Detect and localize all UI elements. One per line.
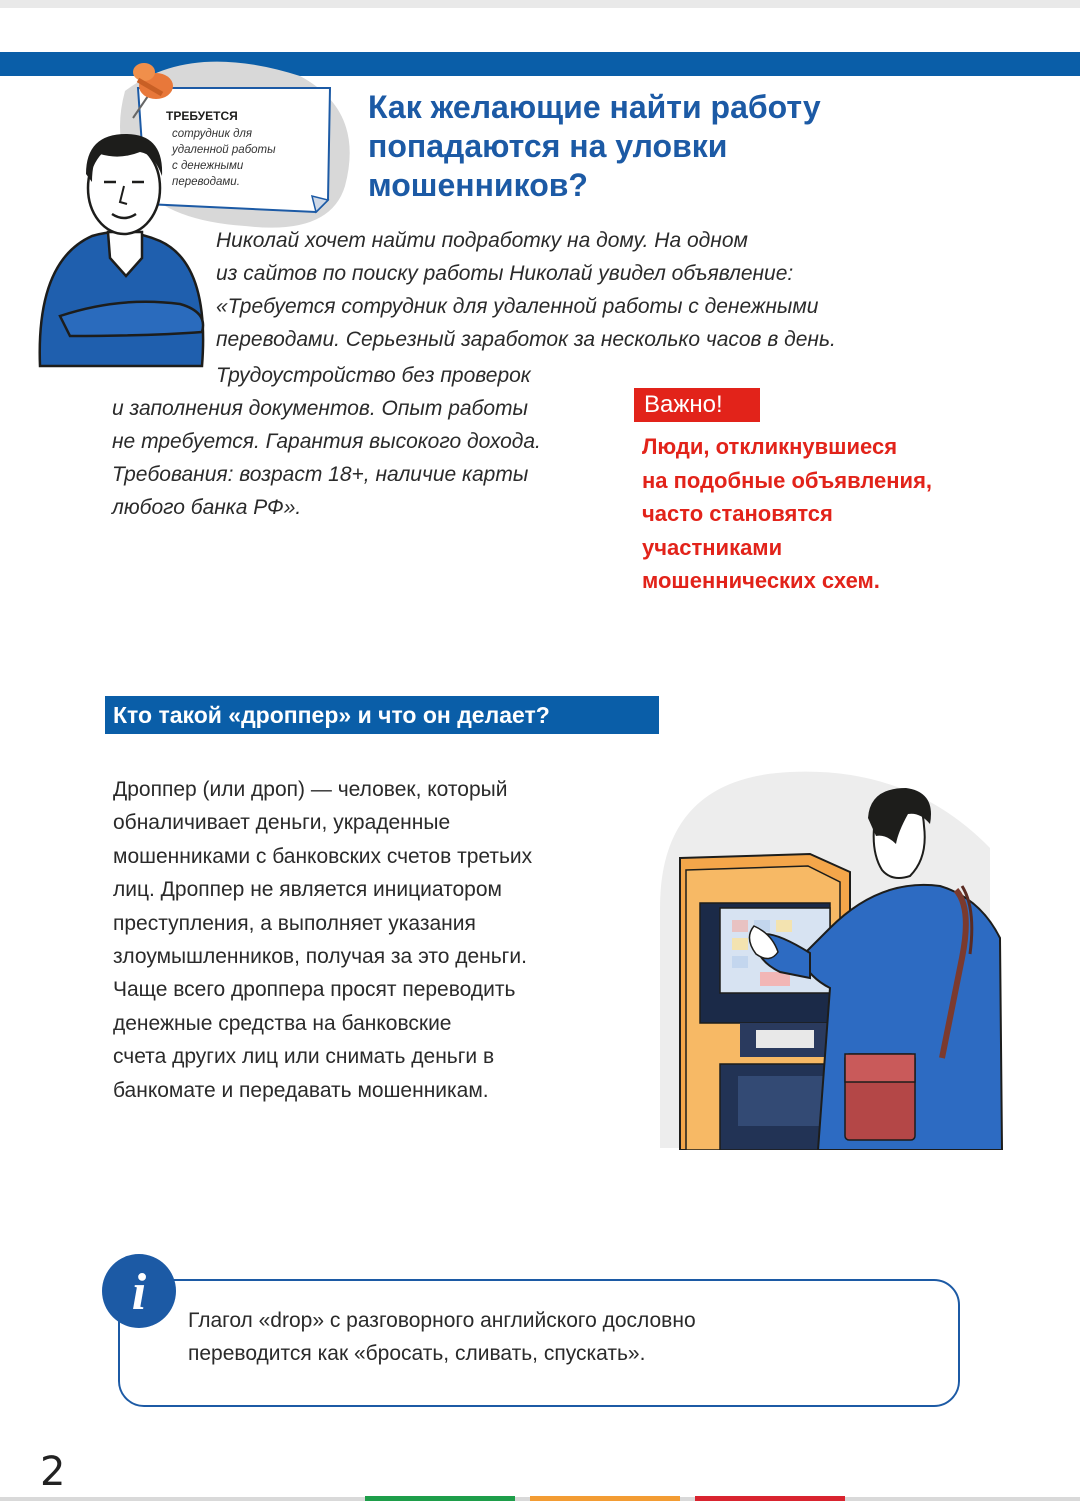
notice-line: переводами. <box>172 176 240 188</box>
body-line: мошенниками с банковских счетов третьих <box>113 844 533 868</box>
important-line: Люди, откликнувшиеся <box>642 434 898 459</box>
intro-line: и заполнения документов. Опыт работы <box>112 397 528 420</box>
top-divider <box>0 0 1080 8</box>
body-line: Дроппер (или дроп) — человек, который <box>113 778 508 801</box>
section-heading: Кто такой «дроппер» и что он делает? <box>105 696 659 734</box>
body-line: банкомате и передавать мошенникам. <box>113 1078 489 1102</box>
intro-text-continued <box>112 359 632 524</box>
footer-segment-red <box>695 1496 845 1501</box>
notice-line: сотрудник для <box>172 128 253 140</box>
title-line: мошенников? <box>368 167 588 203</box>
intro-line: Требования: возраст 18+, наличие карты <box>112 463 529 486</box>
intro-line: из сайтов по поиску работы Николай увидел объявление: <box>216 262 794 285</box>
page-number: 2 <box>40 1449 66 1495</box>
body-line: лиц. Дроппер не является инициатором <box>113 878 502 902</box>
page-title <box>368 88 968 205</box>
info-line: Глагол «drop» с разговорного английского дословно <box>188 1309 696 1332</box>
body-line: счета других лиц или снимать деньги в <box>113 1045 495 1069</box>
footer-segment-green <box>365 1496 515 1501</box>
title-line: попадаются на уловки <box>368 128 728 164</box>
body-line: Чаще всего дроппера просят переводить <box>113 978 516 1002</box>
important-line: участниками <box>642 534 783 560</box>
body-line: денежные средства на банковские <box>113 1011 452 1035</box>
info-line: переводится как «бросать, сливать, спускать». <box>188 1342 646 1365</box>
atm-illustration <box>660 758 1030 1150</box>
important-text <box>642 430 1042 598</box>
info-icon <box>100 1252 178 1330</box>
intro-line: «Требуется сотрудник для удаленной работы с денежными <box>216 295 819 318</box>
body-line: преступления, а выполняет указания <box>113 911 476 935</box>
important-badge: Важно! <box>634 388 760 422</box>
intro-line: переводами. Серьезный заработок за несколько часов в день. <box>216 328 836 351</box>
notice-line: с денежными <box>172 160 244 172</box>
body-line: злоумышленников, получая за это деньги. <box>113 945 527 969</box>
notice-heading: ТРЕБУЕТСЯ <box>166 109 238 123</box>
intro-line: не требуется. Гарантия высокого дохода. <box>112 430 541 453</box>
footer-segment-orange <box>530 1496 680 1501</box>
important-line: часто становятся <box>642 501 833 526</box>
title-line: Как желающие найти работу <box>368 89 821 125</box>
dropper-description <box>113 773 643 1107</box>
info-icon-letter: i <box>131 1264 147 1321</box>
intro-line: любого банка РФ». <box>112 496 302 519</box>
body-line: обналичивает деньги, украденные <box>113 811 451 835</box>
important-line: мошеннических схем. <box>642 568 880 593</box>
intro-line: Трудоустройство без проверок <box>216 364 531 387</box>
notice-line: удаленной работы <box>172 144 276 156</box>
intro-line: Николай хочет найти подработку на дому. На одном <box>216 229 748 252</box>
info-text <box>188 1304 908 1370</box>
intro-text <box>216 224 976 356</box>
important-line: на подобные объявления, <box>642 467 933 493</box>
